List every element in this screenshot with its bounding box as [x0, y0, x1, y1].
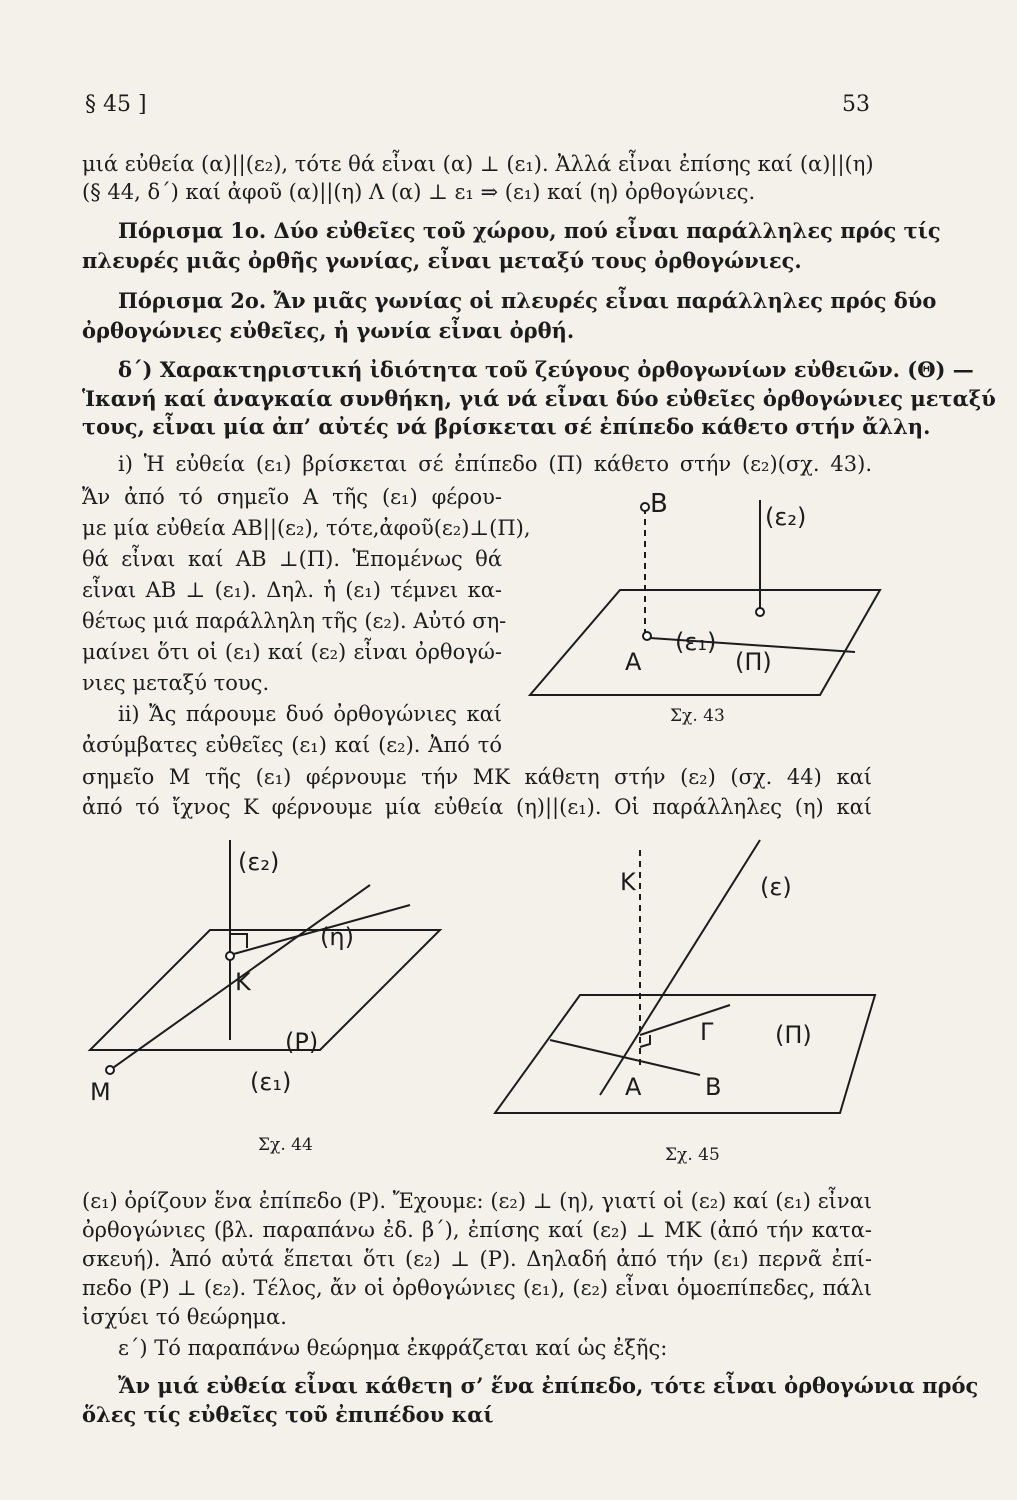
- label-e1: (ε₁): [675, 628, 717, 656]
- label-k: Κ: [620, 868, 636, 896]
- corollary-2-cont: ὀρθογώνιες εὐθεῖες, ἡ γωνία εἶναι ὀρθή.: [82, 318, 575, 343]
- label-e1: (ε₁): [250, 1068, 292, 1096]
- corollary-1: Πόρισμα 1ο. Δύο εὐθεῖες τοῦ χώρου, πού εἶναι παράλληλες πρός τίς: [118, 218, 941, 243]
- figure-44: [90, 830, 450, 1120]
- label-b: Β: [705, 1073, 722, 1101]
- text-line: με μία εὐθεία ΑΒ||(ε₂), τότε,ἀφοῦ(ε₂)⊥(Π),: [82, 516, 531, 540]
- text-line: ε΄) Τό παραπάνω θεώρημα ἐκφράζεται καί ὡς ἐξῆς:: [118, 1336, 668, 1360]
- label-k: Κ: [235, 968, 251, 996]
- page-number: 53: [842, 92, 870, 117]
- text-line: Ἄν ἀπό τό σημεῖο Α τῆς (ε₁) φέρου-: [82, 485, 502, 509]
- theorem-restatement-cont: ὅλες τίς εὐθεῖες τοῦ ἐπιπέδου καί: [82, 1402, 494, 1427]
- text-line: ἰσχύει τό θεώρημα.: [82, 1305, 287, 1329]
- label-eta: (η): [320, 923, 354, 951]
- label-m: Μ: [90, 1078, 111, 1106]
- label-g: Γ: [700, 1018, 714, 1046]
- plane-p: [90, 930, 440, 1050]
- label-a: Α: [625, 1073, 642, 1101]
- corollary-2: Πόρισμα 2ο. Ἄν μιᾶς γωνίας οἱ πλευρές εἶναι παράλληλες πρός δύο: [118, 288, 937, 313]
- theorem-statement: Ἱκανή καί ἀναγκαία συνθήκη, γιά νά εἶναι δύο εὐθεῖες ὀρθογώνιες μεταξύ: [82, 386, 996, 411]
- text-line: ii) Ἄς πάρουμε δυό ὀρθογώνιες καί: [118, 702, 502, 726]
- label-e: (ε): [760, 873, 792, 901]
- text-line: πεδο (Ρ) ⊥ (ε₂). Τέλος, ἄν οἱ ὀρθογώνιες (ε₁), (ε₂) εἶναι ὁμοεπίπεδες, πάλι: [82, 1276, 872, 1300]
- text-line: σκευή). Ἀπό αὐτά ἕπεται ὅτι (ε₂) ⊥ (Ρ). Δηλαδή ἀπό τήν (ε₁) περνᾶ ἐπί-: [82, 1247, 872, 1271]
- label-p: (Ρ): [285, 1028, 319, 1056]
- line-ab: [550, 1040, 700, 1075]
- label-a: Α: [625, 648, 642, 676]
- text-line: (ε₁) ὁρίζουν ἕνα ἐπίπεδο (Ρ). Ἔχουμε: (ε₂) ⊥ (η), γιατί οἱ (ε₂) καί (ε₁) εἶναι: [82, 1189, 872, 1213]
- text-line: μαίνει ὅτι οἱ (ε₁) καί (ε₂) εἶναι ὀρθογώ-: [82, 640, 502, 664]
- text-line: ὀρθογώνιες (βλ. παραπάνω ἐδ. β΄), ἐπίσης καί (ε₂) ⊥ ΜΚ (ἀπό τήν κατα-: [82, 1218, 872, 1242]
- label-e2: (ε₂): [238, 848, 280, 876]
- right-angle-mark: [230, 934, 247, 948]
- theorem-heading: δ΄) Χαρακτηριστική ἰδιότητα τοῦ ζεύγους ὀρθογωνίων εὐθειῶν. (Θ) —: [118, 357, 974, 382]
- right-angle-mark: [640, 1035, 650, 1047]
- plane-pi: [495, 995, 875, 1113]
- text-line: ἀσύμβατες εὐθεῖες (ε₁) καί (ε₂). Ἀπό τό: [82, 733, 502, 757]
- text-line: (§ 44, δ΄) καί ἀφοῦ (α)||(η) Λ (α) ⊥ ε₁ ⇒ (ε₁) καί (η) ὀρθογώνιες.: [82, 180, 756, 204]
- theorem-restatement: Ἄν μιά εὐθεία εἶναι κάθετη σ’ ἕνα ἐπίπεδο, τότε εἶναι ὀρθογώνια πρός: [118, 1373, 979, 1398]
- figure-45: [490, 825, 880, 1125]
- label-e2: (ε₂): [765, 503, 807, 531]
- text-line: ἀπό τό ἴχνος Κ φέρνουμε μία εὐθεία (η)||(ε₁). Οἱ παράλληλες (η) καί: [82, 795, 872, 819]
- section-header: § 45 ]: [85, 92, 147, 117]
- label-pi: (Π): [775, 1021, 812, 1049]
- theorem-statement-cont: τους, εἶναι μία ἀπ’ αὐτές νά βρίσκεται σέ ἐπίπεδο κάθετο στήν ἄλλη.: [82, 414, 931, 439]
- text-line: θά εἶναι καί ΑΒ ⊥(Π). Ἑπομένως θά: [82, 547, 502, 571]
- corollary-1-cont: πλευρές μιᾶς ὀρθῆς γωνίας, εἶναι μεταξύ τους ὀρθογώνιες.: [82, 248, 802, 273]
- label-pi: (Π): [735, 648, 772, 676]
- text-line: i) Ἡ εὐθεία (ε₁) βρίσκεται σέ ἐπίπεδο (Π) κάθετο στήν (ε₂)(σχ. 43).: [118, 452, 872, 476]
- text-line: νιες μεταξύ τους.: [82, 671, 270, 695]
- caption-45: Σχ. 45: [665, 1145, 720, 1165]
- caption-43: Σχ. 43: [670, 706, 725, 726]
- figure-43: [510, 480, 890, 740]
- text-line: εἶναι ΑΒ ⊥ (ε₁). Δηλ. ἡ (ε₁) τέμνει κα-: [82, 578, 502, 602]
- text-line: θέτως μιά παράλληλη τῆς (ε₂). Αὐτό ση-: [82, 609, 507, 633]
- label-b: Β: [650, 489, 668, 519]
- caption-44: Σχ. 44: [258, 1135, 313, 1155]
- text-line: μιά εὐθεία (α)||(ε₂), τότε θά εἶναι (α) ⊥ (ε₁). Ἀλλά εἶναι ἐπίσης καί (α)||(η): [82, 152, 874, 176]
- text-line: σημεῖο Μ τῆς (ε₁) φέρνουμε τήν ΜΚ κάθετη στήν (ε₂) (σχ. 44) καί: [82, 765, 872, 789]
